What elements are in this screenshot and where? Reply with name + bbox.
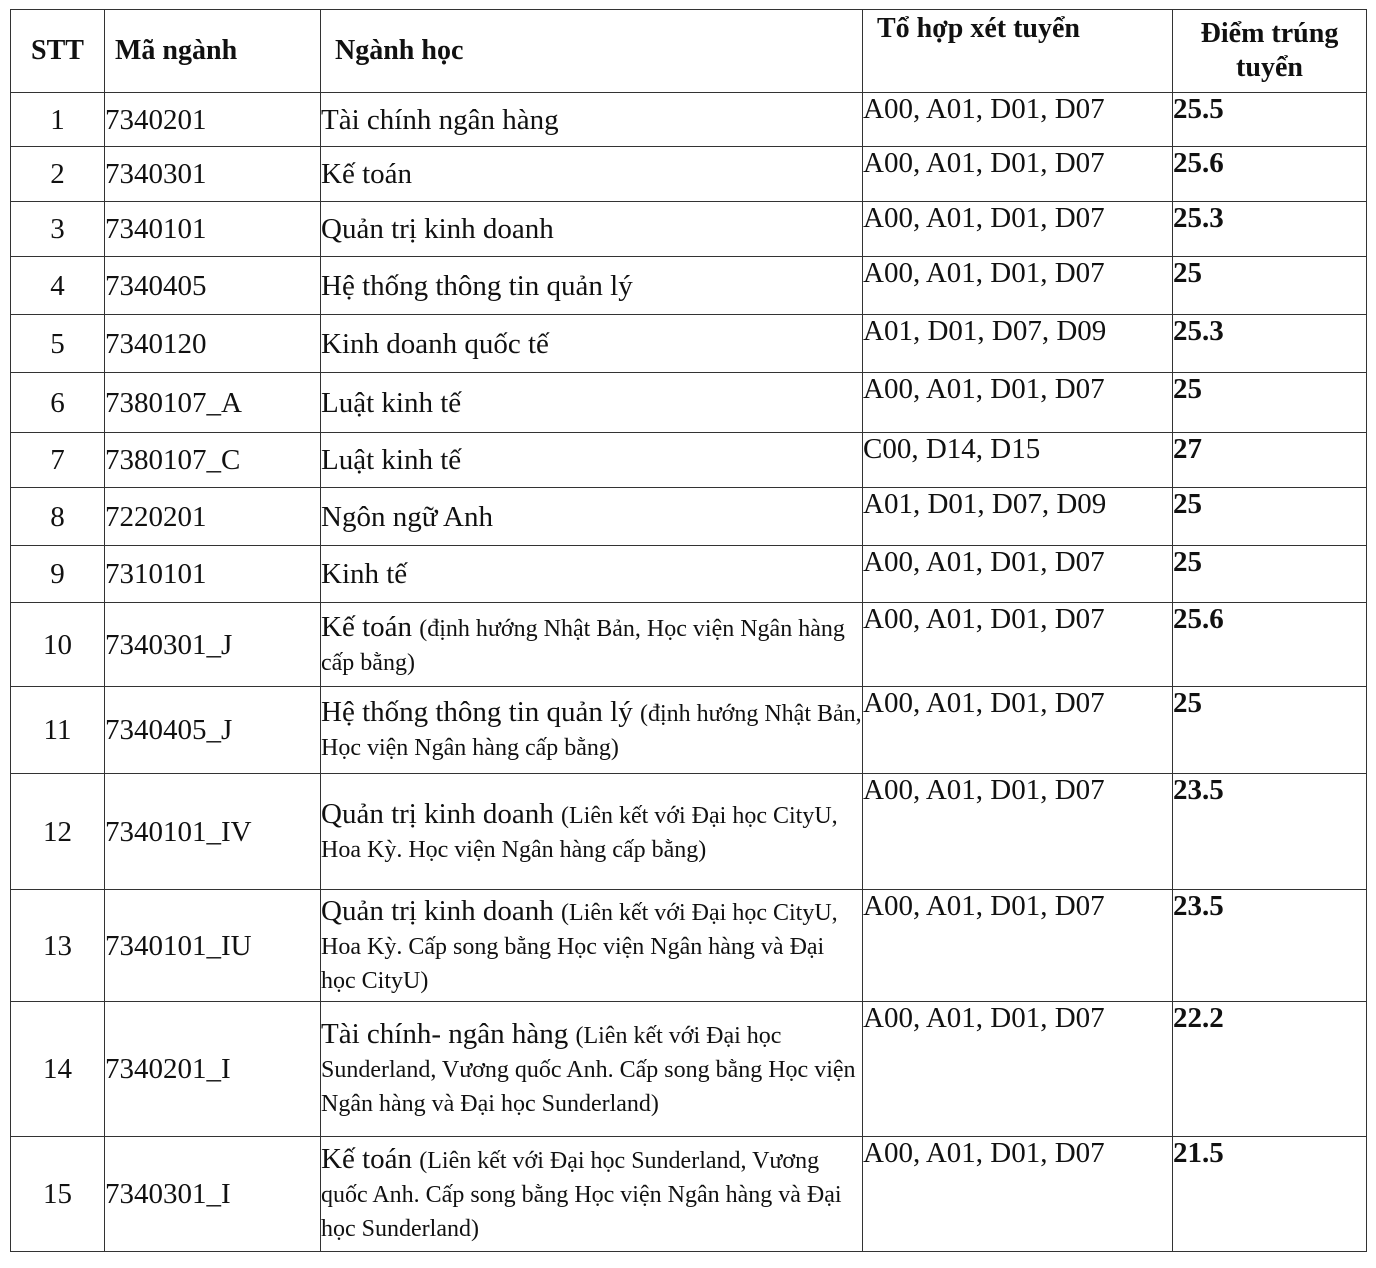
table-row (11, 1002, 1367, 1137)
ma-nganh-cell: 7220201 (105, 488, 321, 546)
ma-nganh-cell: 7340405 (105, 257, 321, 315)
to-hop-cell: C00, D14, D15 (863, 433, 1173, 488)
table-row (11, 488, 1367, 546)
nganh-hoc-cell (321, 1002, 863, 1137)
to-hop-cell: A01, D01, D07, D09 (863, 488, 1173, 546)
to-hop-cell: A00, A01, D01, D07 (863, 774, 1173, 890)
nganh-name: Kế toán (321, 158, 412, 190)
nganh-hoc-cell (321, 546, 863, 603)
table-row (11, 147, 1367, 202)
nganh-name: Quản trị kinh doanh (321, 894, 554, 927)
nganh-hoc-cell (321, 93, 863, 147)
nganh-name: Tài chính ngân hàng (321, 103, 559, 136)
nganh-name: Kinh doanh quốc tế (321, 327, 549, 360)
nganh-hoc-cell (321, 603, 863, 687)
ma-nganh-cell: 7340101_IV (105, 774, 321, 890)
nganh-hoc-cell (321, 687, 863, 774)
nganh-hoc-cell (321, 315, 863, 373)
stt-cell: 5 (11, 315, 105, 373)
nganh-hoc-cell (321, 257, 863, 315)
table-body (11, 93, 1367, 1252)
nganh-name: Quản trị kinh doanh (321, 797, 554, 830)
table-header-row (11, 10, 1367, 93)
nganh-note: (Liên kết với Đại học CityU, Hoa Kỳ. Cấp song bằng Học viện Ngân hàng và Đại học CityU) (321, 899, 838, 994)
ma-nganh-cell: 7340120 (105, 315, 321, 373)
nganh-note: (Liên kết với Đại học Sunderland, Vương quốc Anh. Cấp song bằng Học viện Ngân hàng và Đại học Sunderland) (321, 1148, 842, 1242)
to-hop-cell: A00, A01, D01, D07 (863, 373, 1173, 433)
ma-nganh-cell: 7380107_A (105, 373, 321, 433)
diem-trung-tuyen-cell: 25 (1173, 546, 1367, 603)
to-hop-cell: A01, D01, D07, D09 (863, 315, 1173, 373)
stt-cell: 11 (11, 687, 105, 774)
to-hop-cell: A00, A01, D01, D07 (863, 1002, 1173, 1137)
header-nganh-hoc: Ngành học (321, 10, 863, 93)
nganh-name: Tài chính- ngân hàng (321, 1018, 569, 1050)
ma-nganh-cell: 7340301 (105, 147, 321, 202)
nganh-name: Ngôn ngữ Anh (321, 500, 494, 533)
to-hop-cell: A00, A01, D01, D07 (863, 890, 1173, 1002)
nganh-name: Quản trị kinh doanh (321, 213, 554, 245)
nganh-note: (định hướng Nhật Bản, Học viện Ngân hàng cấp bằng) (321, 615, 845, 676)
to-hop-cell: A00, A01, D01, D07 (863, 257, 1173, 315)
to-hop-cell: A00, A01, D01, D07 (863, 147, 1173, 202)
diem-trung-tuyen-cell: 27 (1173, 433, 1367, 488)
nganh-name: Hệ thống thông tin quản lý (321, 696, 633, 728)
header-diem-line2: tuyển (1236, 52, 1303, 83)
diem-trung-tuyen-cell: 25.5 (1173, 93, 1367, 147)
stt-cell: 6 (11, 373, 105, 433)
diem-trung-tuyen-cell: 25.6 (1173, 603, 1367, 687)
table-row (11, 774, 1367, 890)
header-diem-line1: Điểm trúng (1200, 18, 1339, 49)
table-row (11, 603, 1367, 687)
stt-cell: 8 (11, 488, 105, 546)
header-stt: STT (11, 10, 105, 93)
table-row (11, 373, 1367, 433)
ma-nganh-cell: 7340301_J (105, 603, 321, 687)
stt-cell: 9 (11, 546, 105, 603)
diem-trung-tuyen-cell: 25 (1173, 373, 1367, 433)
header-ma-nganh: Mã ngành (105, 10, 321, 93)
to-hop-cell: A00, A01, D01, D07 (863, 202, 1173, 257)
nganh-hoc-cell (321, 774, 863, 890)
admission-scores-table (10, 9, 1367, 1252)
nganh-name: Kinh tế (321, 558, 408, 590)
header-to-hop: Tổ hợp xét tuyển (863, 10, 1173, 93)
to-hop-cell: A00, A01, D01, D07 (863, 603, 1173, 687)
diem-trung-tuyen-cell: 22.2 (1173, 1002, 1367, 1137)
table-row (11, 257, 1367, 315)
table-row (11, 202, 1367, 257)
nganh-note: (Liên kết với Đại học Sunderland, Vương quốc Anh. Cấp song bằng Học viện Ngân hàng và Đại học Sunderland) (321, 1023, 856, 1117)
nganh-note: (Liên kết với Đại học CityU, Hoa Kỳ. Học viện Ngân hàng cấp bằng) (321, 802, 838, 863)
diem-trung-tuyen-cell: 25.3 (1173, 202, 1367, 257)
table-row (11, 546, 1367, 603)
header-diem-trung-tuyen (1173, 10, 1367, 93)
nganh-hoc-cell (321, 147, 863, 202)
ma-nganh-cell: 7380107_C (105, 433, 321, 488)
to-hop-cell: A00, A01, D01, D07 (863, 546, 1173, 603)
diem-trung-tuyen-cell: 23.5 (1173, 890, 1367, 1002)
nganh-hoc-cell (321, 433, 863, 488)
diem-trung-tuyen-cell: 25 (1173, 488, 1367, 546)
nganh-name: Hệ thống thông tin quản lý (321, 269, 633, 302)
ma-nganh-cell: 7340301_I (105, 1137, 321, 1252)
stt-cell: 1 (11, 93, 105, 147)
stt-cell: 7 (11, 433, 105, 488)
ma-nganh-cell: 7340101 (105, 202, 321, 257)
diem-trung-tuyen-cell: 25 (1173, 257, 1367, 315)
table-row (11, 315, 1367, 373)
ma-nganh-cell: 7340101_IU (105, 890, 321, 1002)
stt-cell: 13 (11, 890, 105, 1002)
table-row (11, 687, 1367, 774)
nganh-note: (định hướng Nhật Bản, Học viện Ngân hàng cấp bằng) (321, 701, 862, 761)
diem-trung-tuyen-cell: 25 (1173, 687, 1367, 774)
ma-nganh-cell: 7340201 (105, 93, 321, 147)
nganh-hoc-cell (321, 488, 863, 546)
ma-nganh-cell: 7310101 (105, 546, 321, 603)
stt-cell: 2 (11, 147, 105, 202)
table-row (11, 93, 1367, 147)
stt-cell: 12 (11, 774, 105, 890)
nganh-hoc-cell (321, 202, 863, 257)
stt-cell: 4 (11, 257, 105, 315)
nganh-name: Kế toán (321, 610, 412, 643)
stt-cell: 3 (11, 202, 105, 257)
to-hop-cell: A00, A01, D01, D07 (863, 687, 1173, 774)
table-row (11, 890, 1367, 1002)
nganh-name: Kế toán (321, 1143, 412, 1175)
nganh-hoc-cell (321, 890, 863, 1002)
diem-trung-tuyen-cell: 23.5 (1173, 774, 1367, 890)
to-hop-cell: A00, A01, D01, D07 (863, 93, 1173, 147)
diem-trung-tuyen-cell: 25.3 (1173, 315, 1367, 373)
ma-nganh-cell: 7340405_J (105, 687, 321, 774)
nganh-name: Luật kinh tế (321, 444, 462, 476)
diem-trung-tuyen-cell: 25.6 (1173, 147, 1367, 202)
to-hop-cell: A00, A01, D01, D07 (863, 1137, 1173, 1252)
stt-cell: 14 (11, 1002, 105, 1137)
nganh-name: Luật kinh tế (321, 386, 462, 419)
stt-cell: 10 (11, 603, 105, 687)
diem-trung-tuyen-cell: 21.5 (1173, 1137, 1367, 1252)
nganh-hoc-cell (321, 1137, 863, 1252)
stt-cell: 15 (11, 1137, 105, 1252)
nganh-hoc-cell (321, 373, 863, 433)
ma-nganh-cell: 7340201_I (105, 1002, 321, 1137)
table-row (11, 1137, 1367, 1252)
table-row (11, 433, 1367, 488)
